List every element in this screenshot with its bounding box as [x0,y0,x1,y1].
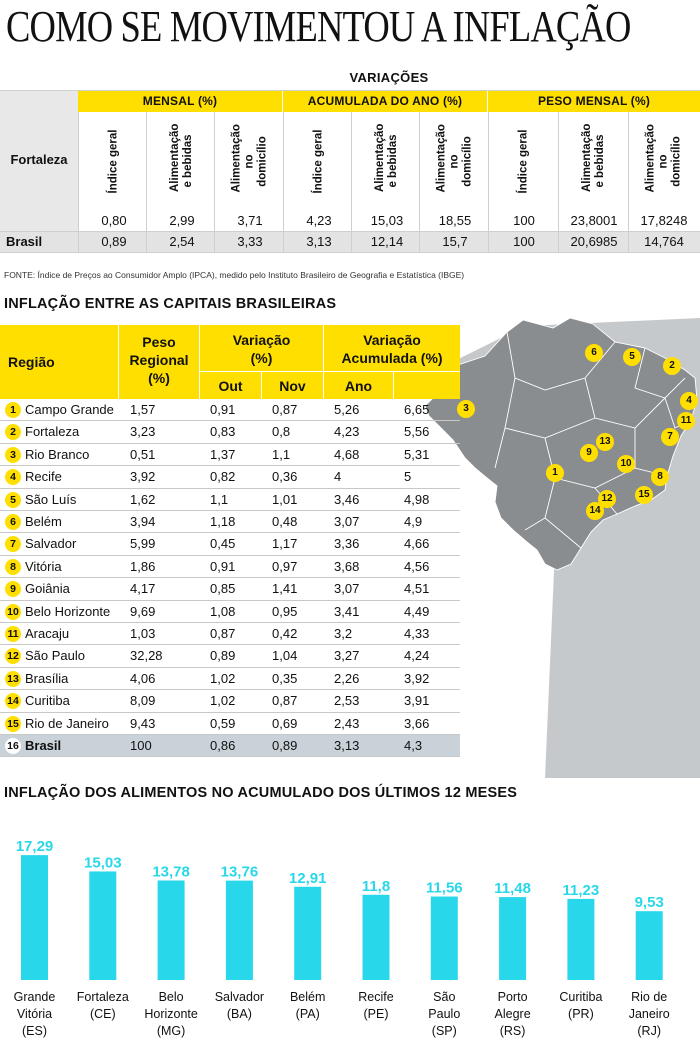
subheader: Alimentação no domicílio [644,123,683,192]
acum-value: 4,49 [404,603,430,619]
table-row [0,690,460,712]
acum-value: 5,31 [404,446,430,462]
region-name: Curitiba [25,693,70,709]
row-number-badge: 15 [5,716,21,732]
row-number-badge: 12 [5,648,21,664]
variacoes-cell: 15,03 [370,213,404,228]
bar-category-label: Recife (PE) [358,990,394,1021]
map-marker: 13 [596,433,614,451]
bar-category-label: Curitiba (PR) [559,990,603,1021]
bar-category-label: São Paulo (SP) [428,990,461,1038]
bar-value-label: 15,03 [84,854,122,872]
variacoes-cell: 0,89 [101,234,127,249]
nov-value: 0,8 [272,424,291,440]
nov-value: 1,17 [272,536,298,552]
capitais-title: INFLAÇÃO ENTRE AS CAPITAIS BRASILEIRAS [4,296,337,312]
map-marker: 15 [635,486,653,504]
region-name: Aracaju [25,626,70,641]
map-marker: 4 [680,392,698,410]
bar-category-label: Belém (PA) [289,990,326,1021]
variacoes-cell: 3,13 [306,234,332,249]
bar-value-label: 11,23 [562,881,600,899]
table-row [0,645,460,667]
variacoes-cell: 20,6985 [570,234,618,249]
grid-line [0,231,700,232]
out-value: 1,37 [210,446,236,462]
nov-value: 0,69 [272,715,298,731]
nov-value: 1,01 [272,491,298,507]
peso-value: 0,51 [130,446,156,462]
peso-value: 5,99 [130,536,156,552]
region-name: Vitória [25,558,62,574]
bar-category-label: Salvador (BA) [214,990,265,1021]
nov-value: 0,87 [272,693,298,709]
row-label-fortaleza: Fortaleza [10,152,68,167]
variacoes-cell: 2,54 [169,234,195,249]
ano-value: 3,13 [334,738,360,753]
bar [363,895,390,980]
region-name: Rio de Janeiro [25,715,109,731]
acum-value: 4,56 [404,558,430,574]
peso-value: 1,62 [130,491,156,507]
row-number-badge: 11 [5,626,21,642]
acum-value: 6,65 [404,402,430,417]
nov-value: 0,89 [272,738,298,753]
variacoes-cell: 18,55 [438,213,472,228]
row-number-badge: 3 [5,447,21,463]
ano-value: 3,27 [334,648,360,664]
map-marker: 14 [586,502,604,520]
map-marker: 2 [663,357,681,375]
table-row [0,421,460,443]
peso-value: 3,94 [130,514,156,529]
peso-value: 3,92 [130,469,156,485]
map-marker: 3 [457,400,475,418]
row-number-badge: 10 [5,604,21,620]
nov-value: 1,1 [272,446,291,462]
bar-value-label: 11,56 [425,879,463,897]
header-acumulada: Variação Acumulada (%) [323,325,460,371]
region-name: São Paulo [25,648,85,664]
bar-category-label: Rio de Janeiro (RJ) [628,990,670,1038]
table-row [0,444,460,466]
ano-value: 3,68 [334,558,360,574]
acum-value: 4,66 [404,536,430,552]
peso-value: 3,23 [130,424,156,440]
map-marker: 6 [585,344,603,362]
nov-value: 0,35 [272,670,298,686]
map-marker: 5 [623,348,641,366]
variacoes-cell: 100 [513,213,535,228]
row-number-badge: 14 [5,693,21,709]
header-regiao: Região [0,325,118,399]
out-value: 0,45 [210,536,236,552]
nov-value: 0,36 [272,469,298,485]
out-value: 1,02 [210,670,236,686]
alimentos-title: INFLAÇÃO DOS ALIMENTOS NO ACUMULADO DOS ÚLTIMOS 12 MESES [4,785,518,801]
row-number-badge: 6 [5,514,21,530]
variacoes-caption: VARIAÇÕES [349,70,429,85]
peso-value: 4,06 [130,670,156,686]
nov-value: 0,97 [272,558,298,574]
header-nov: Nov [261,371,323,399]
out-value: 0,91 [210,558,236,574]
region-name: Brasil [25,738,62,753]
variacoes-cell: 3,33 [237,234,263,249]
region-name: Belém [25,514,62,529]
bar-value-label: 9,53 [634,894,664,912]
ano-value: 4,68 [334,446,360,462]
map-marker: 10 [617,455,635,473]
out-value: 1,08 [210,603,236,619]
subheader: Alimentação e bebidas [374,123,399,192]
ano-value: 2,53 [334,693,360,709]
nov-value: 0,87 [272,402,298,417]
grid-line [0,90,700,91]
bar-value-label: 11,8 [361,877,391,895]
row-number-badge: 8 [5,559,21,575]
variacoes-cell: 23,8001 [570,213,618,228]
nov-value: 0,48 [272,514,298,529]
bar-value-label: 12,91 [288,869,327,887]
table-row [0,668,460,690]
region-name: São Luís [25,491,77,507]
subheader: Alimentação e bebidas [581,123,606,192]
bar [499,897,526,980]
nov-value: 1,04 [272,648,298,664]
peso-value: 1,03 [130,626,156,641]
subheader: Alimentação no domicílio [230,123,269,192]
acum-value: 3,91 [404,693,430,709]
row-number-badge: 7 [5,536,21,552]
ano-value: 2,26 [334,670,360,686]
subheader: Índice geral [312,129,325,193]
bar [158,880,185,980]
bar [21,855,48,980]
ano-value: 3,46 [334,491,360,507]
table-row [0,713,460,735]
out-value: 0,85 [210,581,236,597]
table-row [0,601,460,623]
acum-value: 4,9 [404,514,423,529]
acum-value: 3,92 [404,670,430,686]
region-name: Recife [25,469,62,485]
variacoes-cell: 2,99 [169,213,195,228]
header-peso: Peso Regional (%) [118,325,199,399]
ano-value: 4,23 [334,424,360,440]
page-title: COMO SE MOVIMENTOU A INFLAÇÃO [6,2,631,51]
peso-value: 9,43 [130,715,156,731]
variacoes-cell: 15,7 [442,234,468,249]
acum-value: 4,24 [404,648,430,664]
region-name: Rio Branco [25,446,90,462]
out-value: 1,02 [210,693,236,709]
map-marker: 7 [661,428,679,446]
variacoes-cell: 12,14 [370,234,404,249]
bar-value-label: 17,29 [15,838,54,856]
row-number-badge: 9 [5,581,21,597]
header-out: Out [199,371,261,399]
variacoes-cell: 17,8248 [640,213,688,228]
out-value: 0,86 [210,738,236,753]
nov-value: 1,41 [272,581,298,597]
ano-value: 3,07 [334,514,360,529]
region-name: Brasília [25,670,69,686]
acum-value: 4,98 [404,491,430,507]
region-name: Belo Horizonte [25,603,111,619]
bar [636,911,663,980]
map-marker: 8 [651,468,669,486]
row-number-badge: 4 [5,469,21,485]
peso-value: 9,69 [130,603,156,619]
out-value: 1,1 [210,491,229,507]
region-name: Salvador [25,536,77,552]
bar-category-label: Porto Alegre (RS) [494,990,531,1038]
out-value: 0,87 [210,626,236,641]
peso-value: 8,09 [130,693,156,709]
table-row [0,556,460,578]
ano-value: 3,41 [334,603,360,619]
source-note: FONTE: Índice de Preços ao Consumidor Amplo (IPCA), medido pelo Instituto Brasileiro de Geografia e Estatística (IBGE) [4,270,465,280]
table-row [0,466,460,488]
out-value: 0,82 [210,469,236,485]
peso-value: 4,17 [130,581,156,597]
subheader: Índice geral [107,129,120,193]
row-label-brasil: Brasil [6,234,43,249]
bar-value-label: 11,48 [494,880,531,898]
peso-value: 100 [130,738,152,753]
table-row [0,578,460,600]
out-value: 0,83 [210,424,236,440]
bar [226,881,253,980]
table-row [0,511,460,533]
bar [431,897,458,980]
ano-value: 3,2 [334,626,353,641]
ano-value: 2,43 [334,715,360,731]
region-name: Fortaleza [25,424,80,440]
bar [89,871,116,980]
row-number-badge: 5 [5,492,21,508]
ano-value: 3,36 [334,536,360,552]
bar [567,899,594,980]
ano-value: 5,26 [334,402,360,417]
table-row [0,735,460,757]
table-row [0,623,460,645]
bar-category-label: Fortaleza (CE) [76,990,129,1021]
out-value: 0,91 [210,402,236,417]
variacoes-cell: 3,71 [237,213,263,228]
variacoes-cell: 4,23 [306,213,332,228]
nov-value: 0,42 [272,626,298,641]
map-marker: 12 [598,490,616,508]
subheader: Alimentação e bebidas [169,123,194,192]
map-marker: 9 [580,444,598,462]
acum-value: 4,33 [404,626,430,641]
acum-value: 5,56 [404,424,430,440]
row-number-badge: 13 [5,671,21,687]
map-marker: 11 [677,412,695,430]
map-marker: 1 [546,464,564,482]
region-name: Goiânia [25,581,70,597]
acum-value: 3,66 [404,715,430,731]
subheader: Alimentação no domicílio [435,123,474,192]
subheader: Índice geral [517,129,530,193]
table-row [0,489,460,511]
region-name: Campo Grande [25,402,114,417]
out-value: 1,18 [210,514,236,529]
variacoes-cell: 0,80 [101,213,127,228]
peso-value: 1,57 [130,402,156,417]
alimentos-bar-chart [0,820,700,1051]
ano-value: 4 [334,469,342,485]
table-row [0,399,460,421]
peso-value: 32,28 [130,648,163,664]
nov-value: 0,95 [272,603,298,619]
group-acumulada: ACUMULADA DO ANO (%) [283,90,488,112]
ano-value: 3,07 [334,581,360,597]
bar-value-label: 13,78 [152,863,190,881]
variacoes-cell: 14,764 [644,234,684,249]
out-value: 0,89 [210,648,236,664]
group-peso: PESO MENSAL (%) [488,90,700,112]
bar-category-label: Belo Horizonte (MG) [144,990,198,1038]
bar [294,887,321,980]
variacoes-cell: 100 [513,234,535,249]
bar-category-label: Grande Vitória (ES) [13,990,56,1038]
row-number-badge: 16 [5,738,21,754]
grid-line [0,252,700,253]
acum-value: 5 [404,469,412,485]
out-value: 0,59 [210,715,236,731]
acum-value: 4,51 [404,581,430,597]
peso-value: 1,86 [130,558,156,574]
row-number-badge: 1 [5,402,21,418]
acum-value: 4,3 [404,738,423,753]
row-number-badge: 2 [5,424,21,440]
header-variacao: Variação (%) [199,325,323,371]
header-ano: Ano [323,371,393,399]
header-acum-empty [393,371,460,399]
group-mensal: MENSAL (%) [78,90,283,112]
bar-value-label: 13,76 [220,863,259,881]
table-row [0,533,460,555]
